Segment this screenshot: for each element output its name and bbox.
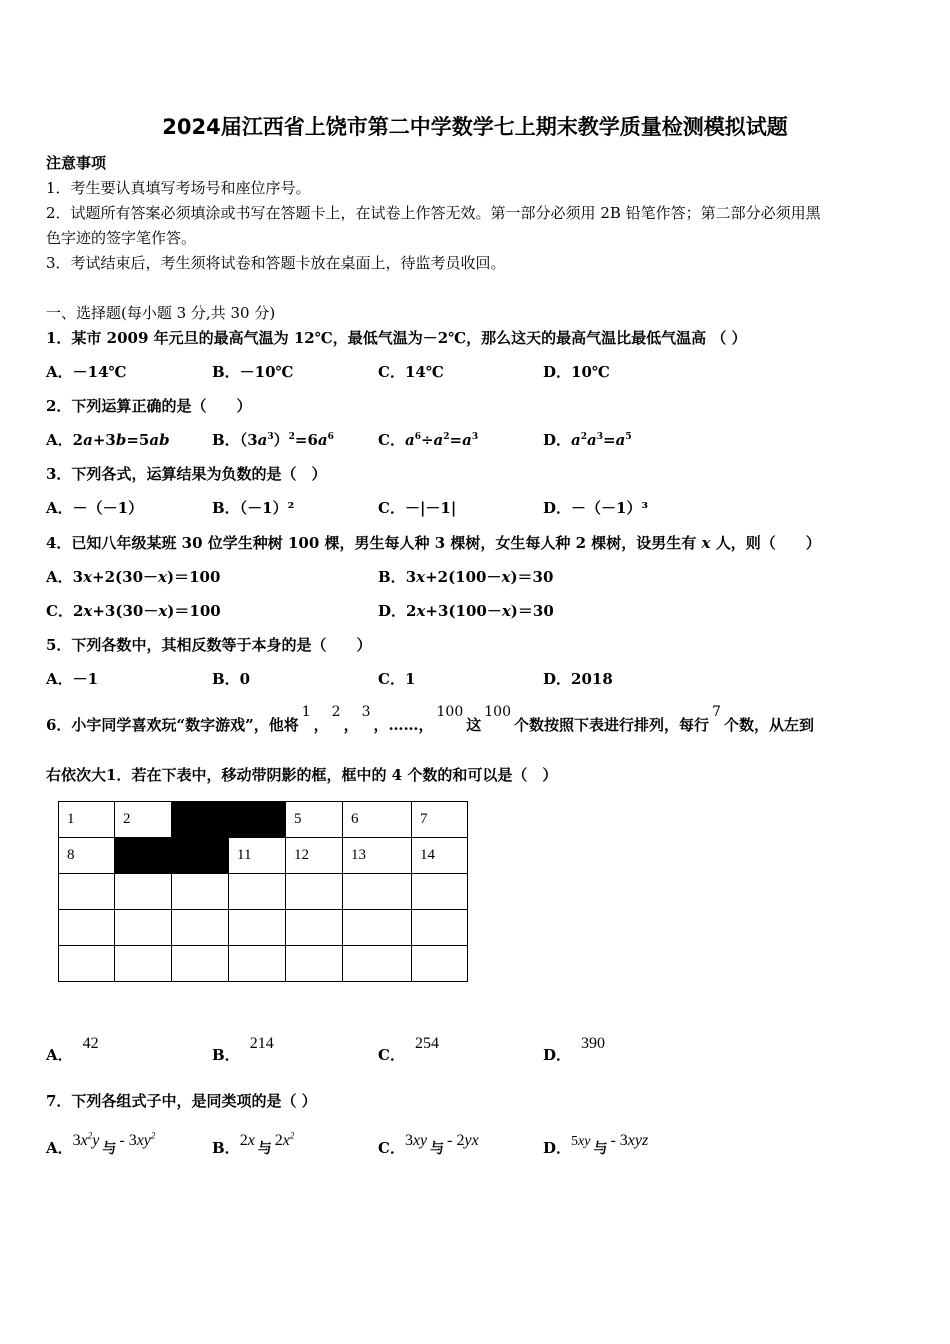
q3-option-a: A．－（－1） [46, 499, 144, 517]
q4-option-a: A．3x+2(30－x)＝100 [46, 568, 221, 586]
q5-option-b: B．0 [212, 670, 251, 688]
q2-option-a: A．2a+3b=5ab [46, 431, 170, 449]
grid-cell [343, 910, 412, 946]
grid-cell [286, 946, 343, 982]
q1-option-b: B．－10℃ [212, 363, 294, 381]
grid-cell [412, 910, 468, 946]
grid-cell [172, 946, 229, 982]
page-title: 2024届江西省上饶市第二中学数学七上期末教学质量检测模拟试题 [162, 115, 788, 139]
q6-option-c: C．254 [378, 1035, 439, 1064]
grid-cell: 5 [286, 802, 343, 838]
grid-cell: 12 [286, 838, 343, 874]
q7-option-a: A．$3x^2y$ 与 - $3xy^2$ [46, 1130, 156, 1157]
section-heading: 一、选择题(每小题 3 分,共 30 分) [46, 304, 276, 322]
grid-cell [59, 874, 115, 910]
q1-option-d: D．10℃ [543, 363, 610, 381]
notice-heading: 注意事项 [46, 154, 107, 172]
shaded-cell [172, 838, 229, 874]
q2-option-b: B．$(3a^3)^2=6a^6$ [212, 431, 334, 449]
q5-option-a: A．－1 [46, 670, 99, 688]
q3-option-b: B．（－1）² [212, 499, 295, 517]
question-3-stem: 3．下列各式，运算结果为负数的是（ ） [46, 465, 327, 483]
q7-option-b: B．2x 与 $2x^2$ [212, 1130, 295, 1157]
q4-option-c: C．2x+3(30－x)＝100 [46, 602, 221, 620]
grid-cell: 7 [412, 802, 468, 838]
q4-option-d: D．2x+3(100－x)＝30 [378, 602, 554, 620]
notice-item: 2．试题所有答案必须填涂或书写在答题卡上，在试卷上作答无效。第一部分必须用 2B 铅笔作答；第二部分必须用黑 [46, 204, 821, 222]
grid-cell [286, 910, 343, 946]
q6-option-b: B．214 [212, 1035, 274, 1064]
grid-cell [59, 910, 115, 946]
grid-cell [59, 946, 115, 982]
number-grid [58, 801, 468, 982]
grid-cell [229, 946, 286, 982]
notice-item: 色字迹的签字笔作答。 [46, 229, 197, 247]
q6-option-d: D．390 [543, 1035, 606, 1064]
q5-option-d: D．2018 [543, 670, 613, 688]
q2-option-c: C．$a^6\div a^2=a^3$ [378, 431, 479, 449]
grid-cell [229, 910, 286, 946]
grid-cell: 13 [343, 838, 412, 874]
shaded-cell [172, 802, 229, 838]
grid-cell: 8 [59, 838, 115, 874]
shaded-cell [229, 802, 286, 838]
q5-option-c: C．1 [378, 670, 416, 688]
grid-cell [172, 910, 229, 946]
q7-option-c: C．3xy 与 - 2yx [378, 1132, 479, 1157]
grid-cell [343, 946, 412, 982]
grid-cell: 6 [343, 802, 412, 838]
grid-cell [286, 874, 343, 910]
grid-cell [412, 874, 468, 910]
q7-option-d: D．5xy 与 - 3xyz [543, 1132, 649, 1157]
grid-cell: 11 [229, 838, 286, 874]
grid-cell [343, 874, 412, 910]
q3-option-d: D．－（－1）³ [543, 499, 649, 517]
grid-cell [229, 874, 286, 910]
shaded-cell [115, 838, 172, 874]
grid-cell [412, 946, 468, 982]
q3-option-c: C．－|－1| [378, 499, 457, 517]
question-2-stem: 2．下列运算正确的是（ ） [46, 397, 252, 415]
grid-cell: 14 [412, 838, 468, 874]
q4-option-b: B．3x+2(100－x)＝30 [378, 568, 554, 586]
grid-cell: 2 [115, 802, 172, 838]
grid-cell [115, 910, 172, 946]
grid-cell: 1 [59, 802, 115, 838]
question-4-stem: 4．已知八年级某班 30 位学生种树 100 棵，男生每人种 3 棵树，女生每人种 2 棵树，设男生有 x 人，则（ ） [46, 534, 821, 552]
notice-item: 3．考试结束后，考生须将试卷和答题卡放在桌面上，待监考员收回。 [46, 254, 506, 272]
q6-option-a: A．42 [46, 1035, 99, 1064]
q2-option-d: D．$a^2a^3=a^5$ [543, 431, 632, 449]
q1-option-a: A．－14℃ [46, 363, 127, 381]
grid-cell [172, 874, 229, 910]
q1-option-c: C．14℃ [378, 363, 444, 381]
question-6-stem-continued: 右依次大1．若在下表中，移动带阴影的框，框中的 4 个数的和可以是（ ） [46, 766, 558, 784]
grid-cell [115, 946, 172, 982]
notice-item: 1．考生要认真填写考场号和座位序号。 [46, 179, 311, 197]
question-5-stem: 5．下列各数中，其相反数等于本身的是（ ） [46, 636, 372, 654]
question-1-stem: 1．某市 2009 年元旦的最高气温为 12℃，最低气温为－2℃，那么这天的最高气温比最低气温高 （ ） [46, 329, 747, 347]
question-7-stem: 7．下列各组式子中，是同类项的是（ ） [46, 1092, 317, 1110]
grid-cell [115, 874, 172, 910]
question-6-stem: 6．小宇同学喜欢玩“数字游戏”，他将1，2，3，……，100这100个数按照下表进行排列，每行7个数，从左到 [46, 704, 814, 734]
